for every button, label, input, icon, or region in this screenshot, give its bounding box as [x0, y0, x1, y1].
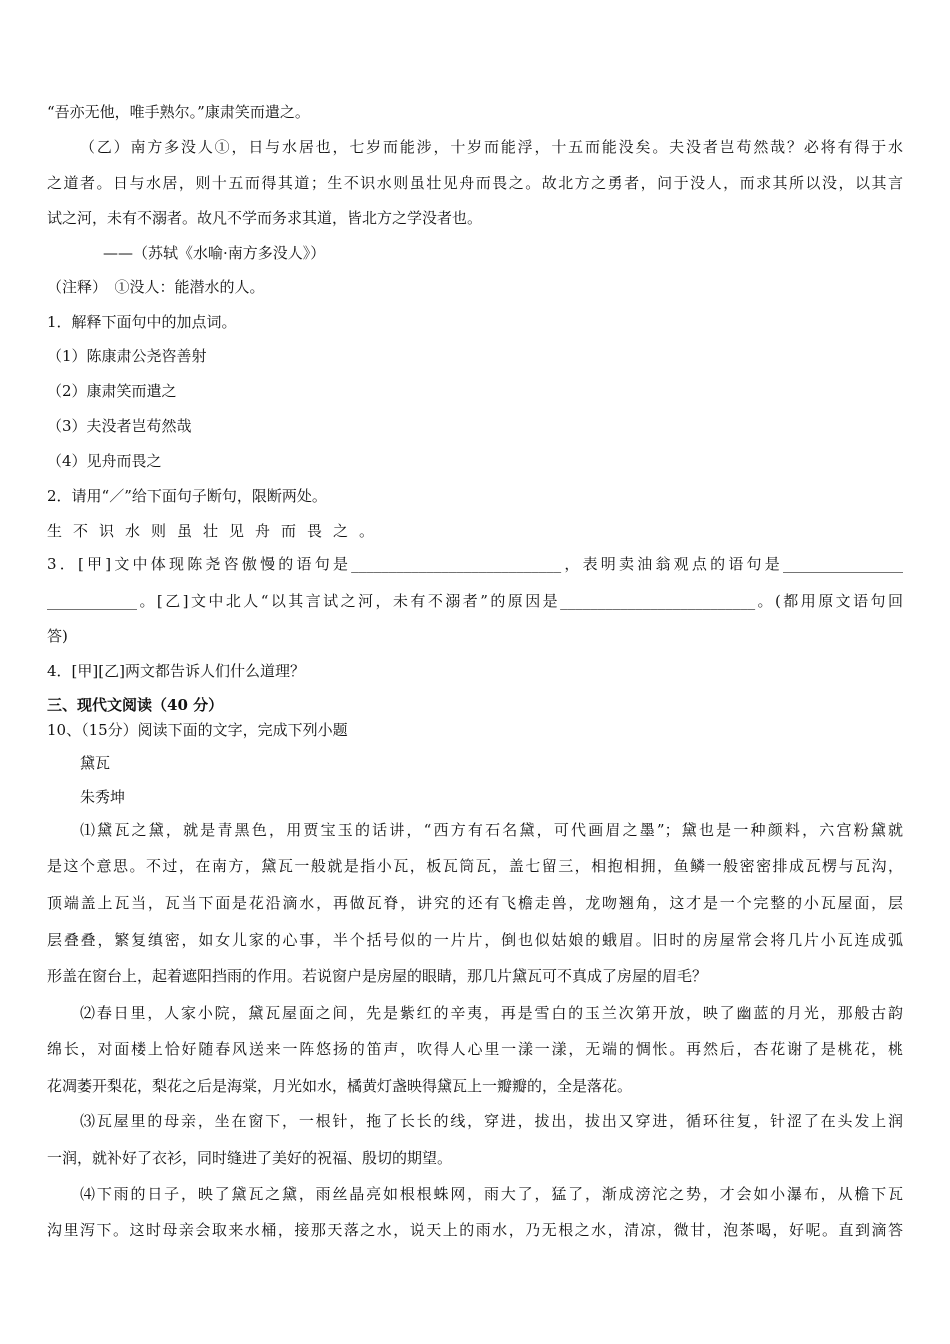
paragraph-line: 沟里泻下。这时母亲会取来水桶，接那天落之水，说天上的雨水，乃无根之水，清凉，微甘，泡茶喝，好呢。直到滴答 — [47, 1221, 903, 1239]
paragraph-line: ⑴黛瓦之黛，就是青黑色，用贾宝玉的话讲，“西方有石名黛，可代画眉之墨”；黛也是一种颜料，六宫粉黛就 — [80, 821, 903, 839]
paragraph-line: ⑶瓦屋里的母亲，坐在窗下，一根针，拖了长长的线，穿进，拔出，拔出又穿进，循环往复，针涩了在头发上润 — [80, 1112, 903, 1130]
text-line: 试之河，未有不溺者。故凡不学而务求其道，皆北方之学没者也。 — [47, 209, 483, 227]
paragraph-line: ⑷下雨的日子，映了黛瓦之黛，雨丝晶亮如根根蛛网，雨大了，猛了，渐成滂沱之势，才会如小瀑布，从檐下瓦 — [80, 1185, 903, 1203]
question-1-item: （3）夫没者岂苟然哉 — [47, 417, 192, 435]
question-4: 4．[甲][乙]两文都告诉人们什么道理？ — [47, 662, 305, 680]
paragraph-line: 顶端盖上瓦当，瓦当下面是花沿滴水，再做瓦脊，讲究的还有飞檐走兽，龙吻翘角，这才是一个完整的小瓦屋面，层 — [47, 894, 903, 912]
question-3: 3．[甲]文中体现陈尧咨傲慢的语句是____________________________，表明卖油翁观点的语句是________________ — [47, 555, 903, 573]
paragraph-line: 是这个意思。不过，在南方，黛瓦一般就是指小瓦，板瓦筒瓦，盖七留三，相抱相拥，鱼鳞一般密密排成瓦楞与瓦沟， — [47, 857, 903, 875]
question-1-item: （4）见舟而畏之 — [47, 452, 162, 470]
paragraph-line: ⑵春日里，人家小院，黛瓦屋面之间，先是紫红的辛夷，再是雪白的玉兰次第开放，映了幽蓝的月光，那般古韵 — [80, 1004, 903, 1022]
question-2: 2．请用“／”给下面句子断句，限断两处。 — [47, 487, 327, 505]
paragraph-line: 层叠叠，繁复缜密，如女儿家的心事，半个括号似的一片片，倒也似姑娘的蛾眉。旧时的房屋常会将几片小瓦连成弧 — [47, 931, 903, 949]
section-heading: 三、现代文阅读（40 分） — [47, 696, 224, 714]
text-line: 之道者。日与水居，则十五而得其道；生不识水则虽壮见舟而畏之。故北方之勇者，问于没人，而求其所以没，以其言 — [47, 174, 903, 192]
question-10: 10、（15分）阅读下面的文字，完成下列小题 — [47, 721, 348, 739]
question-2-sentence: 生不识水则虽壮见舟而畏之。 — [47, 522, 386, 540]
annotation-note: （注释） ①没人：能潜水的人。 — [47, 278, 265, 296]
paragraph-line: 一润，就补好了衣衫，同时缝进了美好的祝福、殷切的期望。 — [47, 1149, 453, 1167]
paragraph-line: 花凋萎开梨花，梨花之后是海棠，月光如水，橘黄灯盏映得黛瓦上一瓣瓣的，全是落花。 — [47, 1077, 633, 1095]
paragraph-line: 形盖在窗台上，起着遮阳挡雨的作用。若说窗户是房屋的眼睛，那几片黛瓦可不真成了房屋的眉毛？ — [47, 967, 708, 985]
article-title: 黛瓦 — [80, 754, 111, 772]
question-1-item: （2）康肃笑而遣之 — [47, 382, 177, 400]
question-1-item: （1）陈康肃公尧咨善射 — [47, 347, 207, 365]
paragraph-line: 绵长，对面楼上恰好随春风送来一阵悠扬的笛声，吹得人心里一漾一漾，无端的惆怅。再然后，杏花谢了是桃花，桃 — [47, 1040, 903, 1058]
question-1: 1．解释下面句中的加点词。 — [47, 313, 237, 331]
article-author: 朱秀坤 — [80, 788, 126, 806]
question-3: 答) — [47, 627, 68, 645]
question-3: ____________。[乙]文中北人“以其言试之河，未有不溺者”的原因是__________________________。(都用原文语句回 — [47, 592, 903, 610]
source-citation: ——（苏轼《水喻·南方多没人》） — [103, 244, 326, 262]
text-line: “吾亦无他，唯手熟尔。”康肃笑而遣之。 — [47, 103, 310, 121]
text-line: （乙）南方多没人①，日与水居也，七岁而能涉，十岁而能浮，十五而能没矣。夫没者岂苟然哉？必将有得于水 — [80, 138, 903, 156]
